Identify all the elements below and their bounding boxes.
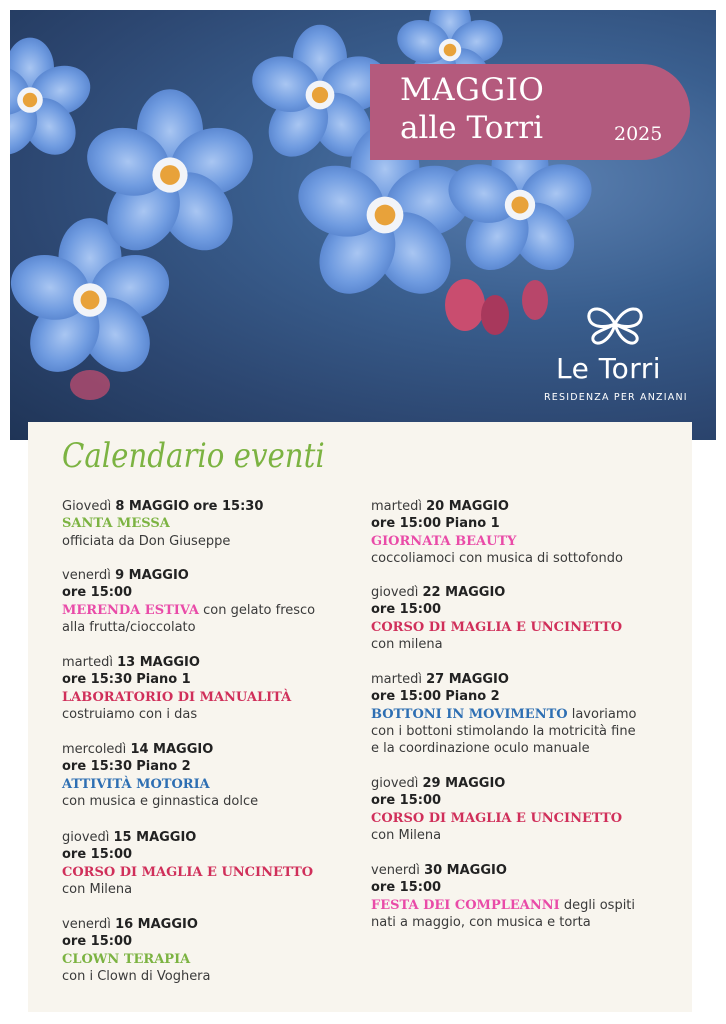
event-item: martedì 20 MAGGIO ore 15:00 Piano 1 GIORNATA BEAUTY coccoliamoci con musica di sottofondo (371, 499, 623, 566)
title-month: MAGGIO (400, 72, 545, 108)
event-item: giovedì 15 MAGGIO ore 15:00 CORSO DI MAGLIA E UNCINETTO con Milena (62, 830, 314, 897)
title-subtitle: alle Torri (400, 110, 543, 146)
butterfly-icon (585, 302, 645, 350)
event-item: giovedì 22 MAGGIO ore 15:00 CORSO DI MAGLIA E UNCINETTO con milena (371, 585, 623, 652)
event-item: venerdì 16 MAGGIO ore 15:00 CLOWN TERAPIA con i Clown di Voghera (62, 917, 211, 984)
event-item: venerdì 30 MAGGIO ore 15:00 FESTA DEI COMPLEANNI degli ospiti nati a maggio, con musica e torta (371, 863, 636, 930)
event-item: martedì 27 MAGGIO ore 15:00 Piano 2 BOTTONI IN MOVIMENTO lavoriamo con i bottoni stimolando la motricità fine e la coordinazione oculo manuale (371, 672, 637, 757)
event-item: mercoledì 14 MAGGIO ore 15:30 Piano 2 ATTIVITÀ MOTORIA con musica e ginnastica dolce (62, 742, 259, 809)
event-item: venerdì 9 MAGGIO ore 15:00 MERENDA ESTIVA con gelato fresco alla frutta/cioccolato (62, 568, 316, 635)
logo-name: Le Torri (556, 352, 662, 385)
title-year: 2025 (614, 123, 663, 145)
event-item: Giovedì 8 MAGGIO ore 15:30 SANTA MESSA officiata da Don Giuseppe (62, 499, 264, 549)
event-item: martedì 13 MAGGIO ore 15:30 Piano 1 LABORATORIO DI MANUALITÀ costruiamo con i das (62, 655, 292, 722)
event-item: giovedì 29 MAGGIO ore 15:00 CORSO DI MAGLIA E UNCINETTO con Milena (371, 776, 623, 843)
calendar-title: Calendario eventi (62, 436, 325, 476)
logo-subtitle: RESIDENZA PER ANZIANI (544, 392, 688, 403)
